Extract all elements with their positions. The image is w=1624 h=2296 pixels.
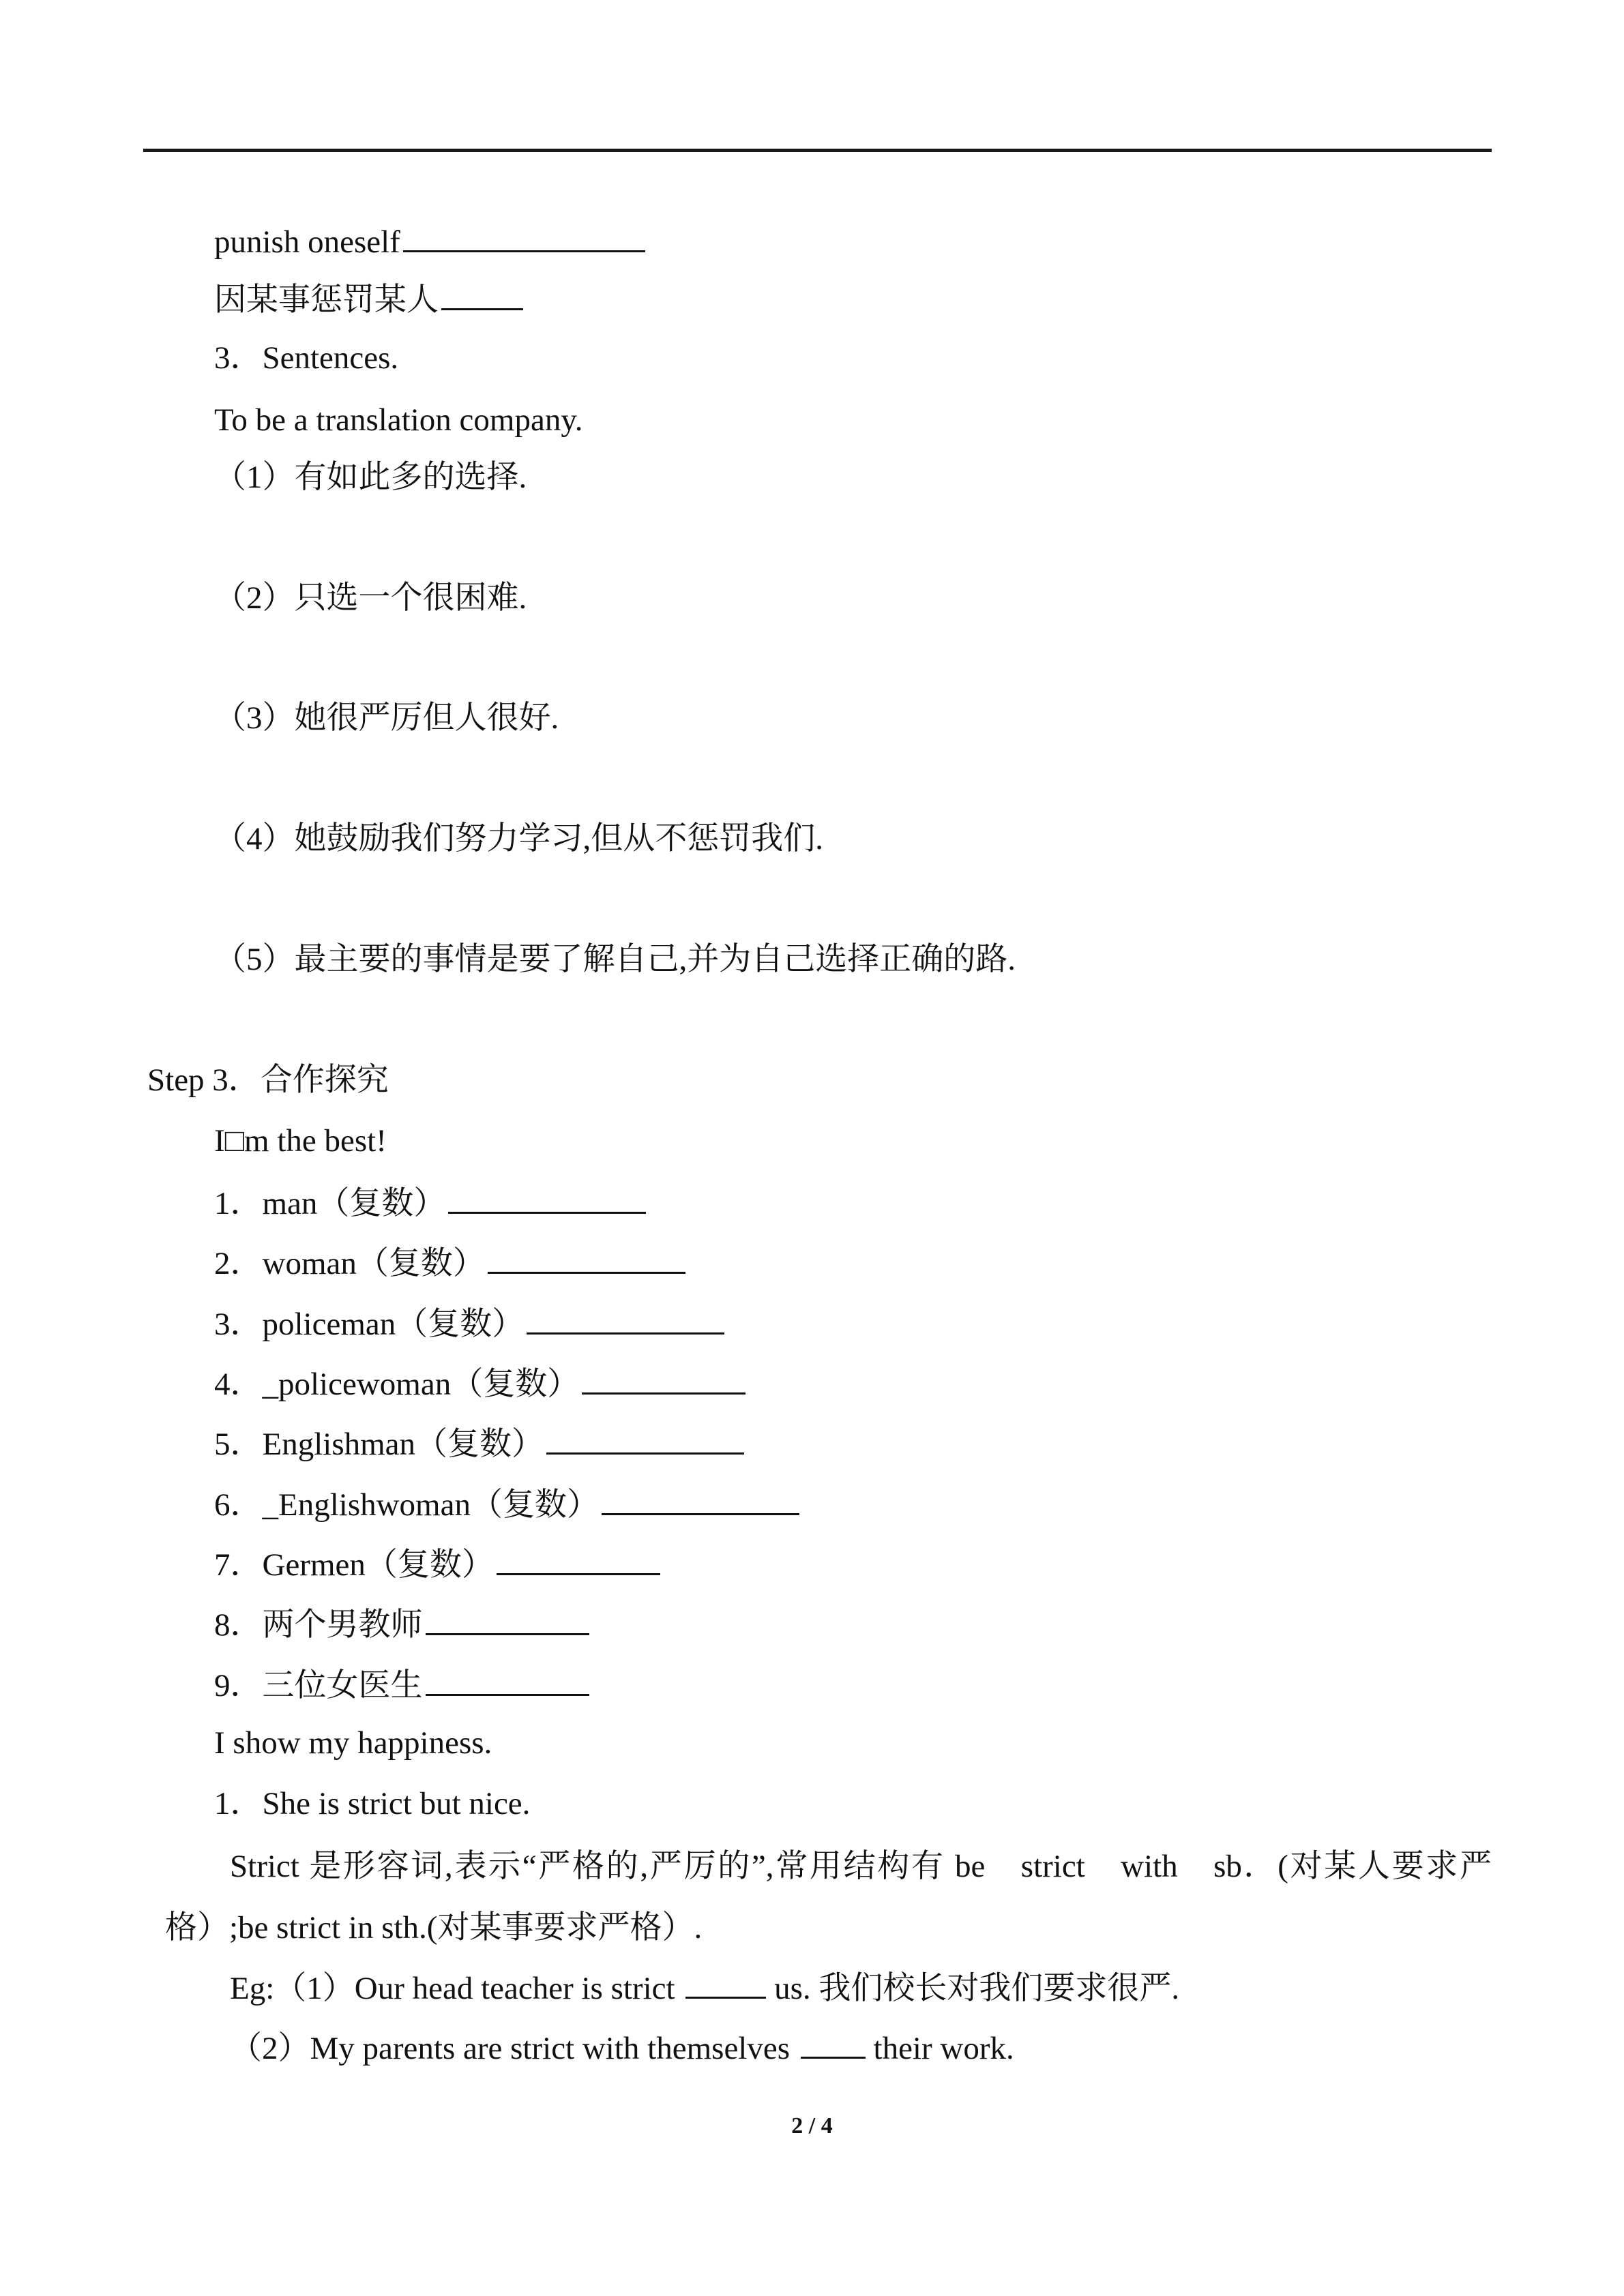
example-1 bbox=[230, 1967, 1179, 2008]
answer-blank[interactable] bbox=[403, 220, 645, 252]
sentence-item: （2）只选一个很困难. bbox=[214, 580, 527, 616]
exercise-label: 3．policeman（复数） bbox=[214, 1307, 525, 1342]
exercise-label: 2．woman（复数） bbox=[214, 1246, 485, 1281]
punish-for-text: 因某事惩罚某人 bbox=[214, 282, 439, 318]
sentence-item: （4）她鼓励我们努力学习,但从不惩罚我们. bbox=[214, 821, 823, 856]
best-title: I□m the best! bbox=[214, 1123, 387, 1159]
page-number: 2 / 4 bbox=[791, 2113, 833, 2138]
exercise-label: 9．三位女医生 bbox=[214, 1668, 423, 1703]
translate-intro: To be a translation company. bbox=[214, 402, 583, 438]
example-2-start: （2）My parents are strict with themselves bbox=[230, 2031, 791, 2066]
example-1-end: us. 我们校长对我们要求很严. bbox=[774, 1971, 1180, 2006]
answer-blank[interactable] bbox=[546, 1422, 744, 1455]
answer-blank[interactable] bbox=[582, 1362, 745, 1395]
answer-blank[interactable] bbox=[527, 1302, 724, 1335]
exercise-label: 1．man（复数） bbox=[214, 1186, 446, 1221]
answer-blank[interactable] bbox=[801, 2027, 866, 2059]
punish-line bbox=[214, 220, 645, 261]
exercise-label: 5．Englishman（复数） bbox=[214, 1427, 544, 1462]
sentence-item: （5）最主要的事情是要了解自己,并为自己选择正确的路. bbox=[214, 942, 1016, 977]
answer-blank[interactable] bbox=[448, 1182, 646, 1214]
example-2 bbox=[230, 2027, 1014, 2068]
exercise-item bbox=[214, 1543, 660, 1584]
sentence1: 1．She is strict but nice. bbox=[214, 1786, 531, 1821]
answer-blank[interactable] bbox=[426, 1664, 589, 1696]
exercise-label: 6．_Englishwoman（复数） bbox=[214, 1487, 599, 1523]
header-rule bbox=[143, 149, 1492, 152]
exercise-label: 7．Germen（复数） bbox=[214, 1547, 494, 1583]
answer-blank[interactable] bbox=[488, 1242, 685, 1274]
sentences-heading: 3．Sentences. bbox=[214, 340, 399, 376]
exercise-item bbox=[214, 1182, 646, 1223]
answer-blank[interactable] bbox=[441, 278, 523, 310]
exercise-item bbox=[214, 1483, 799, 1524]
exercise-label: 8．两个男教师 bbox=[214, 1607, 423, 1643]
exercise-item bbox=[214, 1664, 589, 1705]
exercise-item bbox=[214, 1603, 589, 1644]
example-1-start: Eg:（1）Our head teacher is strict bbox=[230, 1971, 675, 2006]
exercise-item bbox=[214, 1362, 745, 1403]
exercise-item bbox=[214, 1242, 685, 1283]
exercise-label: 4．_policewoman（复数） bbox=[214, 1367, 580, 1402]
punish-for-line bbox=[214, 278, 523, 319]
sentence-item: （1）有如此多的选择. bbox=[214, 460, 527, 495]
answer-blank[interactable] bbox=[497, 1543, 660, 1575]
happiness-title: I show my happiness. bbox=[214, 1725, 492, 1761]
answer-blank[interactable] bbox=[602, 1483, 799, 1515]
answer-blank[interactable] bbox=[685, 1967, 766, 1999]
exercise-item bbox=[214, 1422, 744, 1463]
sentence-item: （3）她很严厉但人很好. bbox=[214, 700, 559, 736]
example-2-end: their work. bbox=[873, 2031, 1014, 2066]
punish-text: punish oneself bbox=[214, 224, 400, 260]
strict-explanation: Strict 是形容词,表示“严格的,严厉的”,常用结构有 be strict with sb．(对某人要求严格）;be strict in sth.(对某事要求严格）. bbox=[165, 1849, 1492, 1945]
exercise-item bbox=[214, 1302, 724, 1343]
answer-blank[interactable] bbox=[426, 1603, 589, 1635]
step3-heading: Step 3．合作探究 bbox=[147, 1062, 389, 1098]
